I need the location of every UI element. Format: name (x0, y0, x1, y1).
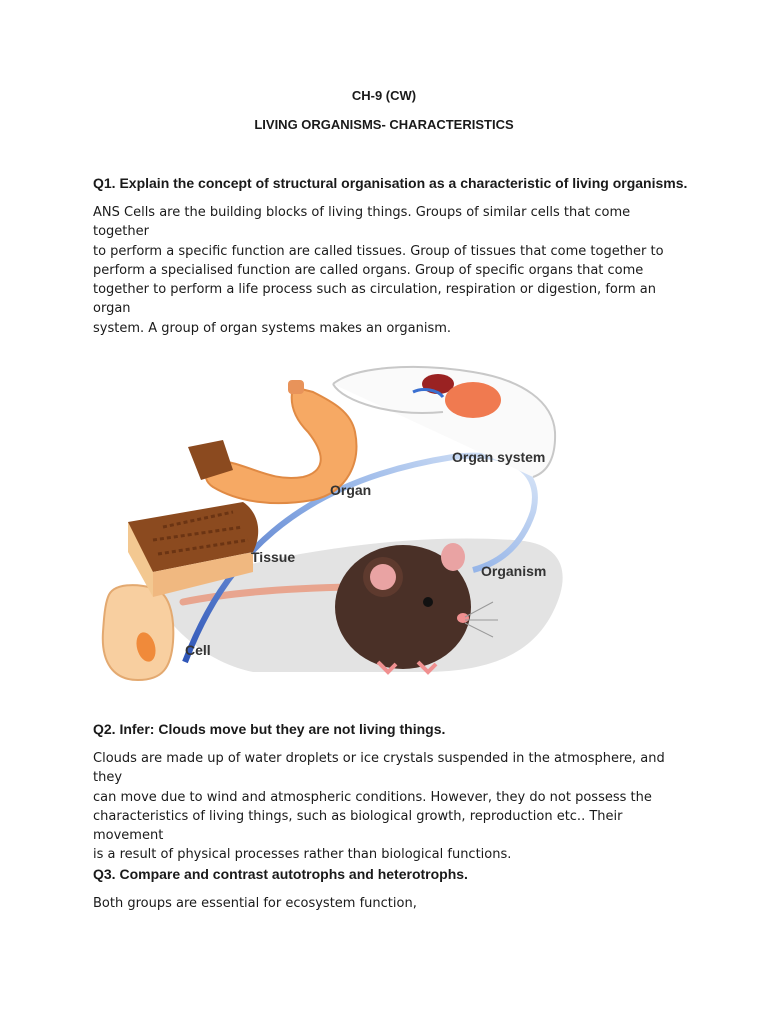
chapter-heading: CH-9 (CW) (351, 88, 417, 103)
answer-line: system. A group of organ systems makes an organism. (93, 320, 452, 336)
answer-line: together to perform a life process such as circulation, respiration or digestion, form an organ (93, 282, 656, 317)
answer-1 (93, 203, 677, 338)
organisation-levels-figure (93, 362, 573, 684)
cell-icon (103, 585, 174, 680)
label-organ-system: Organ system (452, 449, 546, 465)
answer-line: characteristics of living things, such as biological growth, reproduction etc.. Their movement (93, 808, 623, 844)
label-organ: Organ (330, 482, 372, 498)
organisation-diagram (93, 362, 573, 684)
answer-line: Clouds are made up of water droplets or ice crystals suspended in the atmosphere, and they (93, 751, 665, 786)
label-cell: Cell (185, 642, 211, 658)
question-1: Q1. Explain the concept of structural organisation as a characteristic of living organisms. (93, 175, 688, 191)
answer-line: perform a specialised function are called organs. Group of specific organs that come (93, 262, 644, 278)
answer-line: to perform a specific function are called tissues. Group of tissues that come together to (93, 243, 664, 259)
label-tissue: Tissue (251, 549, 296, 565)
label-organism: Organism (481, 563, 547, 579)
answer-line: ANS Cells are the building blocks of living things. Groups of similar cells that come together (93, 205, 631, 240)
document-title: LIVING ORGANISMS- CHARACTERISTICS (254, 117, 514, 132)
answer-line: is a result of physical processes rather than biological functions. (93, 847, 512, 863)
answer-line: Both groups are essential for ecosystem function, (93, 896, 417, 911)
answer-line: can move due to wind and atmospheric conditions. However, they do not possess the (93, 789, 652, 805)
answer-3 (93, 894, 677, 913)
question-2: Q2. Infer: Clouds move but they are not living things. (93, 721, 446, 737)
answer-2 (93, 749, 677, 865)
question-3: Q3. Compare and contrast autotrophs and heterotrophs. (93, 866, 468, 882)
